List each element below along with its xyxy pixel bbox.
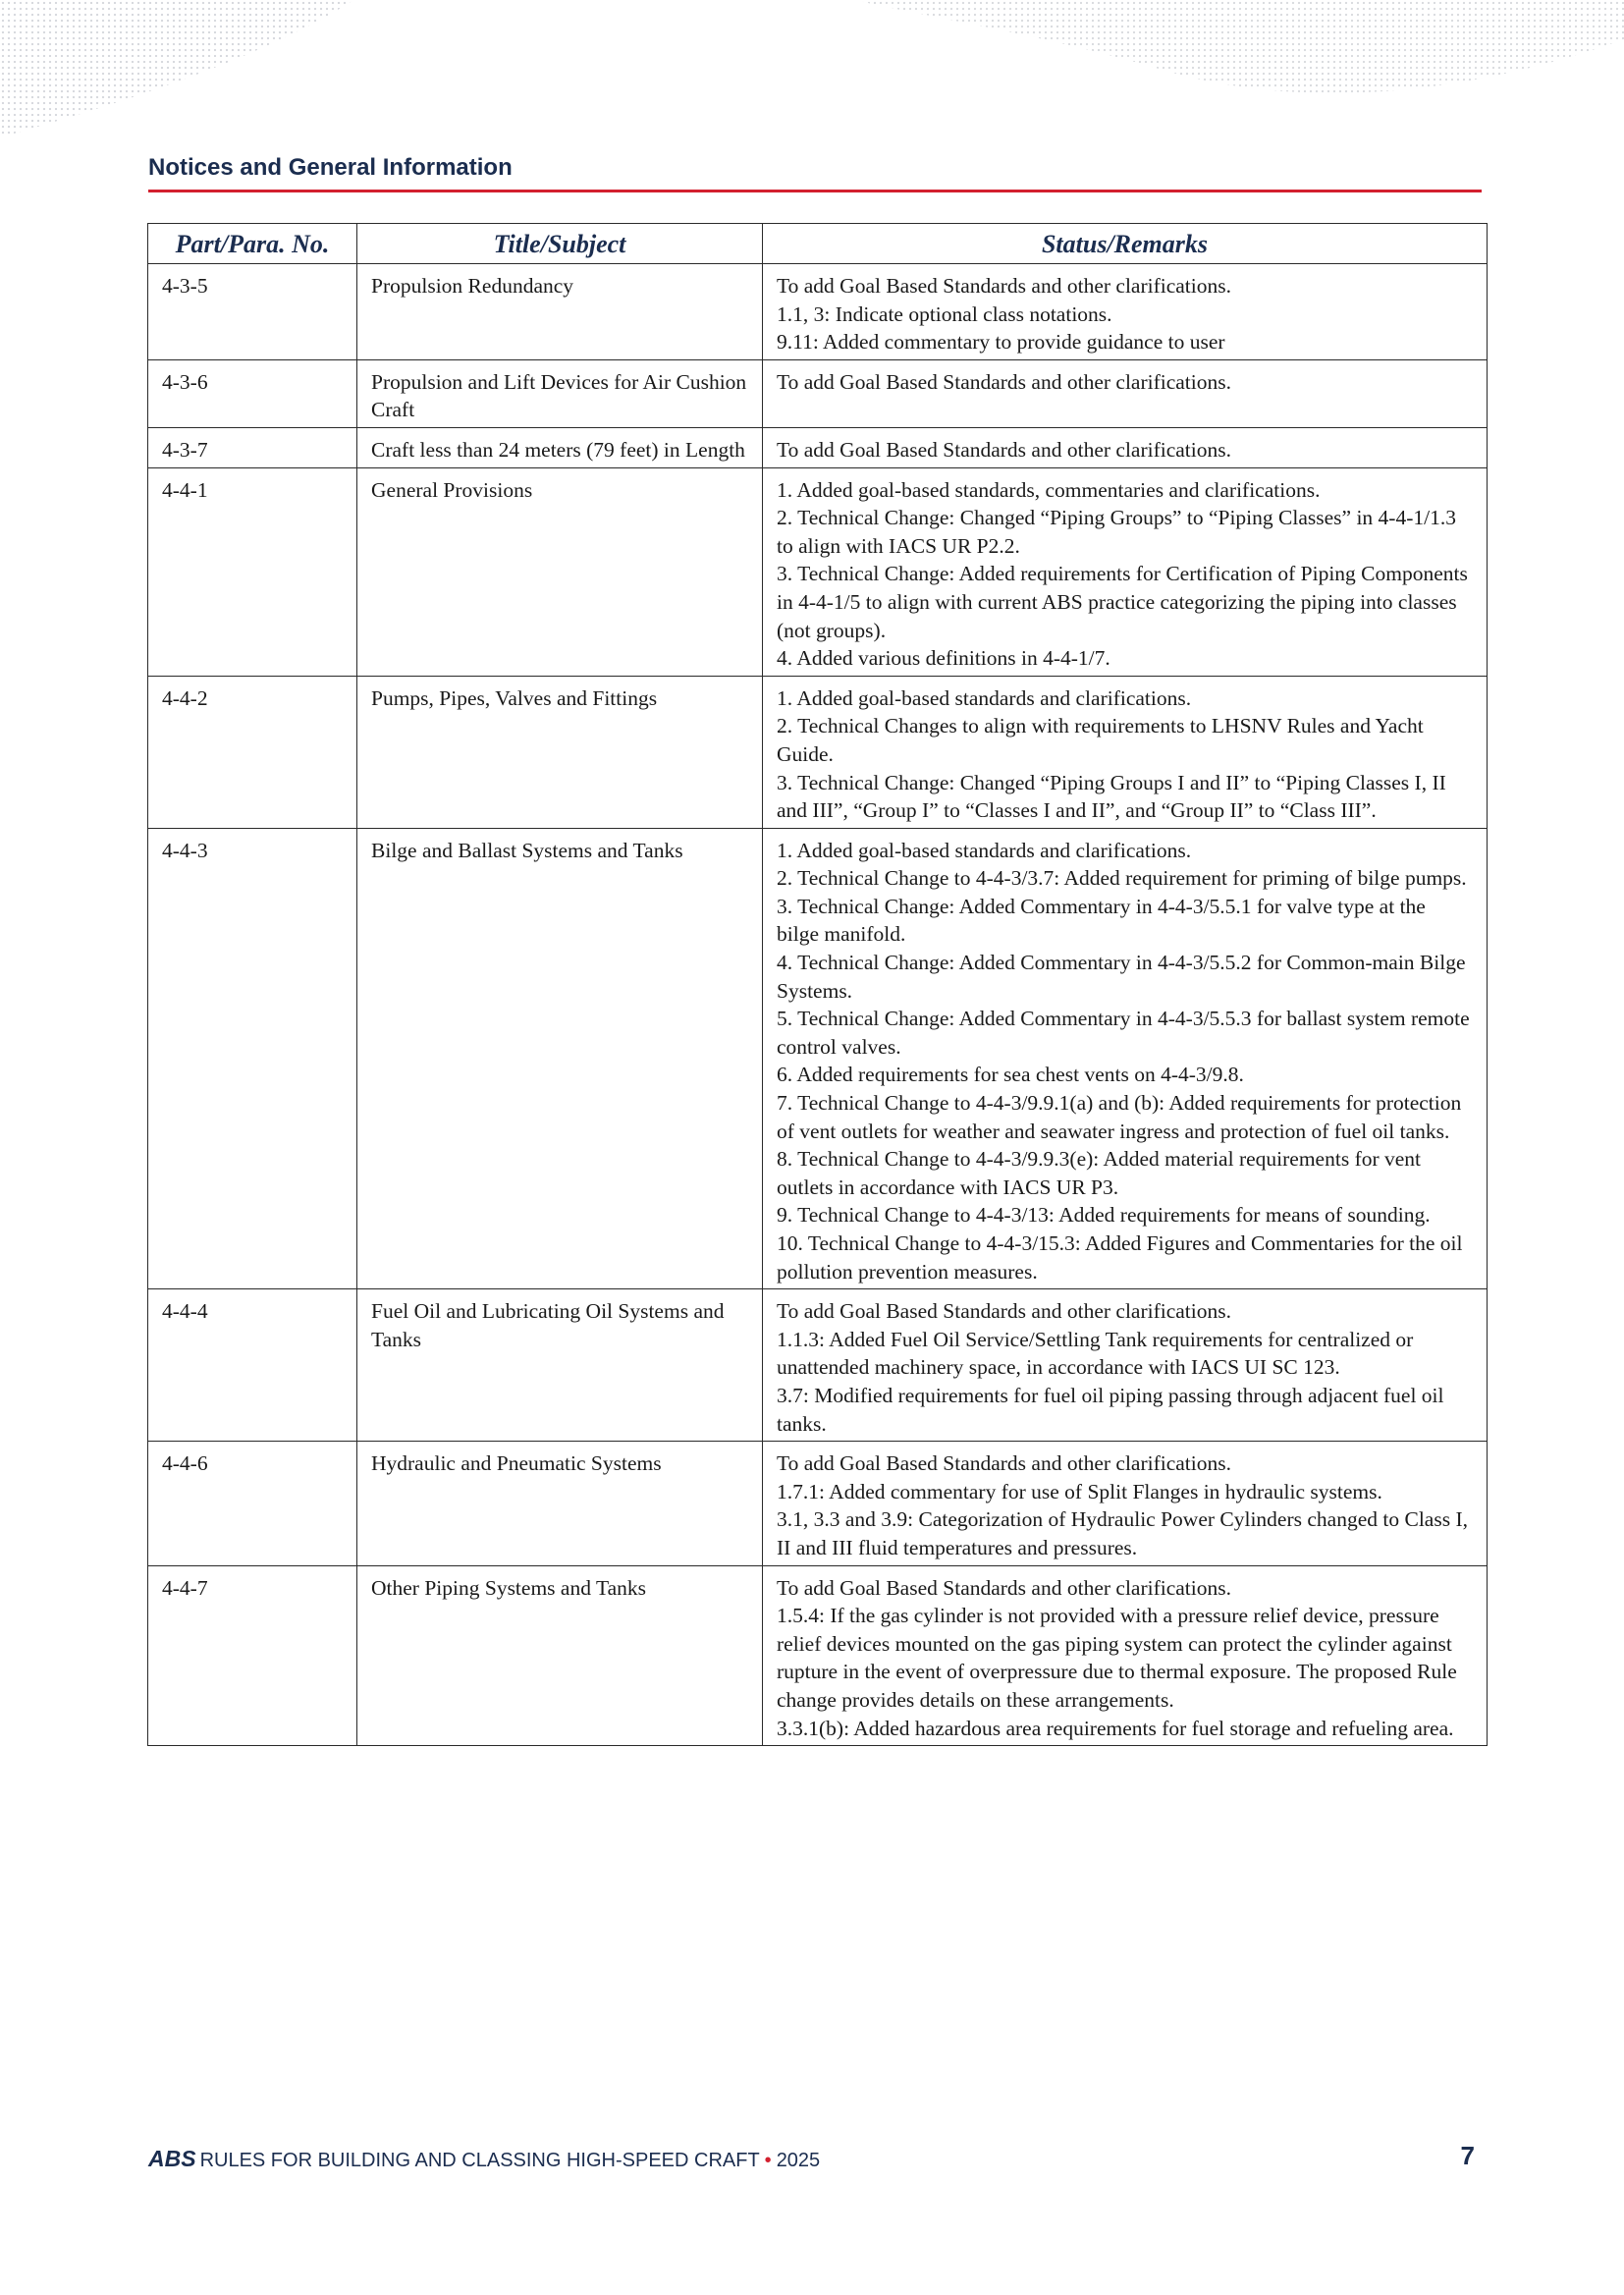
cell-remarks (763, 467, 1488, 676)
cell-title: Craft less than 24 meters (79 feet) in Length (357, 427, 763, 467)
table-row (148, 467, 1488, 676)
cell-title: Other Piping Systems and Tanks (357, 1565, 763, 1746)
cell-remarks (763, 1565, 1488, 1746)
footer-title: RULES FOR BUILDING AND CLASSING HIGH-SPEED CRAFT (199, 2150, 760, 2171)
remark-line: 1. Added goal-based standards and clarifications. (777, 685, 1192, 710)
column-header-part: Part/Para. No. (148, 224, 357, 264)
page-number: 7 (1460, 2141, 1475, 2170)
remark-line: To add Goal Based Standards and other clarifications. (777, 1575, 1231, 1600)
remark-line: 1.1, 3: Indicate optional class notations. (777, 301, 1112, 326)
cell-part-number: 4-4-2 (148, 676, 357, 828)
cell-part-number: 4-4-6 (148, 1442, 357, 1565)
section-title: Notices and General Information (148, 154, 513, 181)
footer (148, 2146, 820, 2172)
remark-line: To add Goal Based Standards and other clarifications. (777, 369, 1231, 394)
table-row (148, 427, 1488, 467)
cell-remarks (763, 359, 1488, 427)
table-row (148, 1442, 1488, 1565)
cell-part-number: 4-4-3 (148, 828, 357, 1289)
remark-line: 6. Added requirements for sea chest vents on 4-4-3/9.8. (777, 1063, 1244, 1087)
remark-line: 10. Technical Change to 4-4-3/15.3: Added Figures and Commentaries for the oil pollution prevention measures. (777, 1231, 1463, 1284)
cell-title: Fuel Oil and Lubricating Oil Systems and Tanks (357, 1289, 763, 1442)
column-header-title: Title/Subject (357, 224, 763, 264)
remark-line: 3. Technical Change: Added requirements for Certification of Piping Components in 4-4-1/5 to align with current ABS practice categorizing the piping into classes (not groups). (777, 562, 1468, 642)
remark-line: 3.1, 3.3 and 3.9: Categorization of Hydraulic Power Cylinders changed to Class I, II and III fluid temperatures and pressures. (777, 1507, 1468, 1559)
footer-year: 2025 (776, 2150, 821, 2171)
cell-remarks (763, 828, 1488, 1289)
remark-line: 1. Added goal-based standards and clarifications. (777, 838, 1192, 862)
cell-title: General Provisions (357, 467, 763, 676)
remark-line: 9.11: Added commentary to provide guidance to user (777, 330, 1225, 355)
remark-line: 2. Technical Change to 4-4-3/3.7: Added requirement for priming of bilge pumps. (777, 866, 1467, 891)
cell-part-number: 4-3-5 (148, 264, 357, 360)
remark-line: 2. Technical Change: Changed “Piping Groups” to “Piping Classes” in 4-4-1/1.3 to align with IACS UR P2.2. (777, 506, 1456, 558)
cell-title: Pumps, Pipes, Valves and Fittings (357, 676, 763, 828)
remark-line: 3. Technical Change: Changed “Piping Groups I and II” to “Piping Classes I, II and III”, “Group I” to “Classes I and II”, and “Group II” to “Class III”. (777, 770, 1446, 823)
notices-table (147, 223, 1488, 1746)
remark-line: 3.7: Modified requirements for fuel oil piping passing through adjacent fuel oil tanks. (777, 1383, 1444, 1436)
table-row (148, 359, 1488, 427)
cell-part-number: 4-3-7 (148, 427, 357, 467)
footer-separator: • (764, 2150, 772, 2171)
remark-line: 1.1.3: Added Fuel Oil Service/Settling Tank requirements for centralized or unattended machinery space, in accordance with IACS UI SC 123. (777, 1327, 1414, 1380)
remark-line: 7. Technical Change to 4-4-3/9.9.1(a) and (b): Added requirements for protection of vent outlets for weather and seawater ingress and protection of fuel oil tanks. (777, 1091, 1462, 1143)
table-row (148, 676, 1488, 828)
remark-line: 3.3.1(b): Added hazardous area requirements for fuel storage and refueling area. (777, 1716, 1454, 1740)
cell-remarks (763, 676, 1488, 828)
header-divider (148, 190, 1482, 192)
table-row (148, 264, 1488, 360)
cell-title: Propulsion and Lift Devices for Air Cushion Craft (357, 359, 763, 427)
remark-line: 1.5.4: If the gas cylinder is not provided with a pressure relief device, pressure relief devices mounted on the gas piping system can protect the cylinder against rupture in the event of overpressure due to thermal exposure. The proposed Rule change provides details on these arrangements. (777, 1604, 1457, 1712)
remark-line: 2. Technical Changes to align with requirements to LHSNV Rules and Yacht Guide. (777, 714, 1424, 766)
cell-part-number: 4-4-7 (148, 1565, 357, 1746)
table-header-row (148, 224, 1488, 264)
remark-line: 5. Technical Change: Added Commentary in 4-4-3/5.5.3 for ballast system remote control valves. (777, 1007, 1470, 1059)
remark-line: 4. Added various definitions in 4-4-1/7. (777, 646, 1110, 671)
cell-title: Bilge and Ballast Systems and Tanks (357, 828, 763, 1289)
table-row (148, 1289, 1488, 1442)
remark-line: 8. Technical Change to 4-4-3/9.9.3(e): Added material requirements for vent outlets in accordance with IACS UR P3. (777, 1147, 1422, 1199)
column-header-status: Status/Remarks (763, 224, 1488, 264)
remark-line: 4. Technical Change: Added Commentary in 4-4-3/5.5.2 for Common-main Bilge Systems. (777, 951, 1466, 1003)
remark-line: To add Goal Based Standards and other clarifications. (777, 437, 1231, 462)
table-body (148, 264, 1488, 1746)
remark-line: 3. Technical Change: Added Commentary in 4-4-3/5.5.1 for valve type at the bilge manifold. (777, 894, 1426, 947)
cell-part-number: 4-3-6 (148, 359, 357, 427)
cell-remarks (763, 1289, 1488, 1442)
remark-line: 1. Added goal-based standards, commentaries and clarifications. (777, 477, 1321, 502)
cell-part-number: 4-4-4 (148, 1289, 357, 1442)
cell-title: Propulsion Redundancy (357, 264, 763, 360)
remark-line: 9. Technical Change to 4-4-3/13: Added requirements for means of sounding. (777, 1203, 1431, 1228)
footer-brand-logo: ABS (148, 2146, 196, 2171)
cell-remarks (763, 264, 1488, 360)
remark-line: 1.7.1: Added commentary for use of Split Flanges in hydraulic systems. (777, 1479, 1382, 1503)
decorative-wave-pattern (0, 0, 1624, 147)
cell-remarks (763, 1442, 1488, 1565)
cell-remarks (763, 427, 1488, 467)
table-row (148, 828, 1488, 1289)
remark-line: To add Goal Based Standards and other clarifications. (777, 1451, 1231, 1476)
cell-title: Hydraulic and Pneumatic Systems (357, 1442, 763, 1565)
remark-line: To add Goal Based Standards and other clarifications. (777, 274, 1231, 298)
cell-part-number: 4-4-1 (148, 467, 357, 676)
remark-line: To add Goal Based Standards and other clarifications. (777, 1299, 1231, 1324)
table-row (148, 1565, 1488, 1746)
